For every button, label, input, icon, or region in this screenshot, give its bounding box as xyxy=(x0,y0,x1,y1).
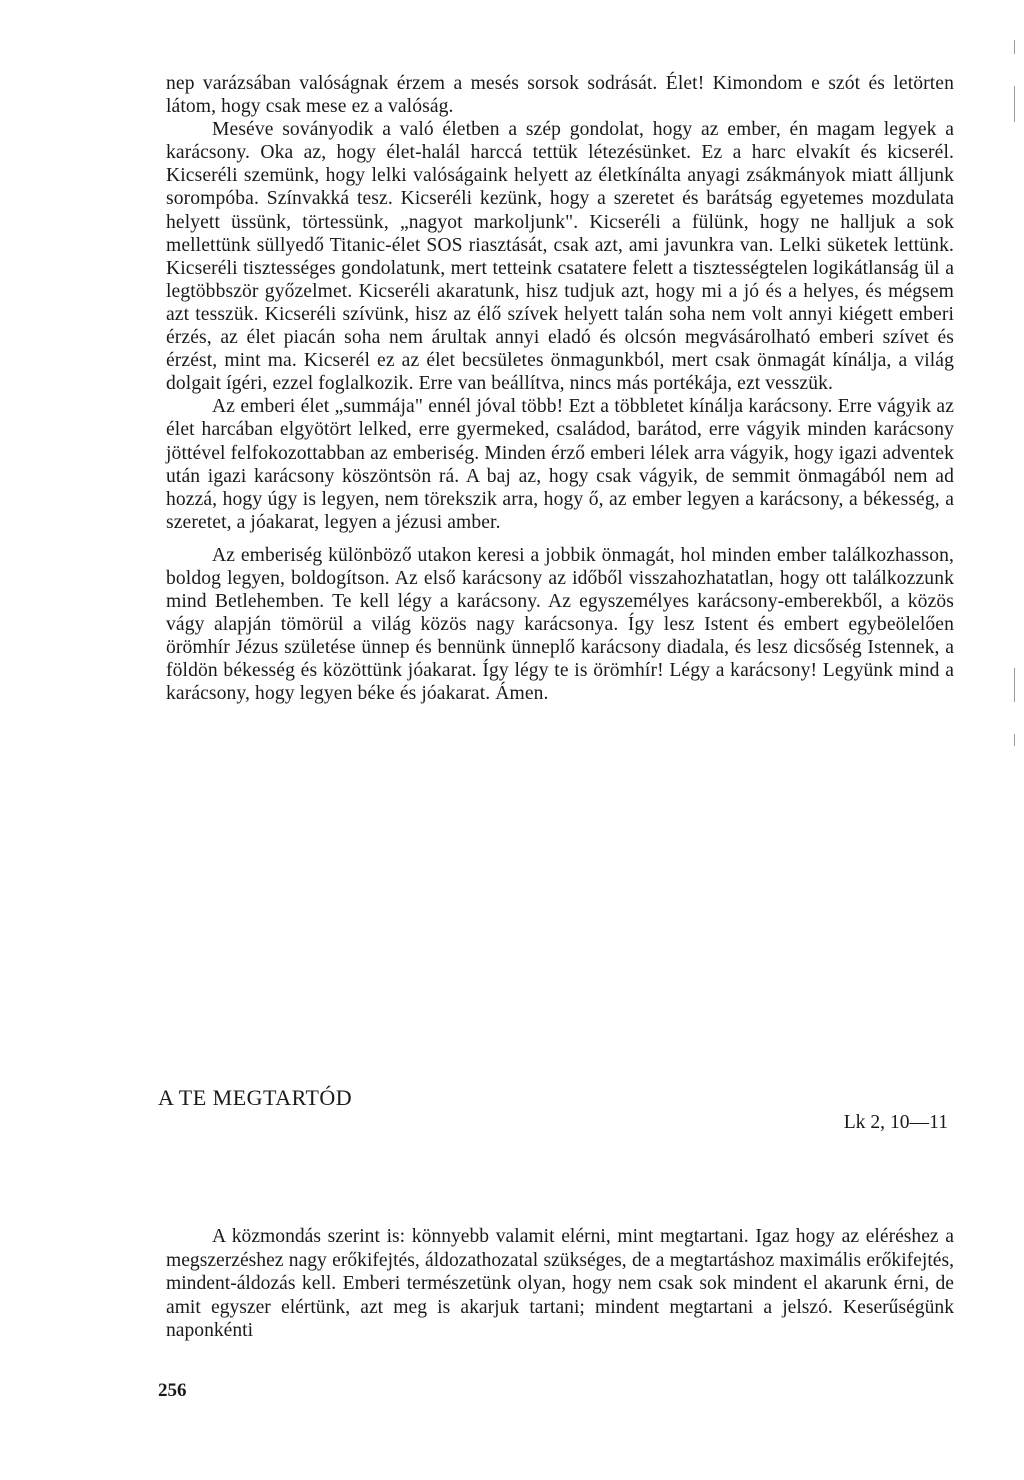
page-number: 256 xyxy=(158,1380,187,1401)
paragraph: Az emberi élet „summája" ennél jóval több! Ezt a többletet kínálja karácsony. Erre vágyik az élet harcában elgyötört lelked, erre gyermeked, családod, barátod, erre vágyik minden karácsony jöttével felfokozottabban az emberiség. Minden érző emberi lélek arra vágyik, hogy igazi adventek után igazi karácsony köszöntsön rá. A baj az, hogy csak vágyik, de semmit önmagából nem ad hozzá, hogy úgy is legyen, nem törekszik arra, hogy ő, az ember legyen a karácsony, a békesség, a szeretet, a jóakarat, legyen a jézusi amber. xyxy=(166,396,954,533)
scripture-reference: Lk 2, 10—11 xyxy=(843,1112,948,1133)
margin-mark xyxy=(1014,40,1015,54)
paragraph: Meséve soványodik a való életben a szép gondolat, hogy az ember, én magam legyek a karácsony. Oka az, hogy élet-halál harccá tettük létezésünket. Ez a harc elvakít és kicserél. Kicseréli szemünk, hogy lelki valóságaink helyett az életkínálta anyagi zsákmányok miatt álljunk sorompóba. Színvakká tesz. Kicseréli kezünk, hogy a szeretet és barátság egyetemes mozdulata helyett üssünk, törtessünk, „nagyot markoljunk". Kicseréli a fülünk, hogy ne halljuk a sok mellettünk süllyedő Titanic-élet SOS riasztását, csak azt, ami javunkra van. Lelki süketek lettünk. Kicseréli tisztességes gondolatunk, mert tetteink csatatere felett a tisztességtelen logikátlanság ül a legtöbbször győzelmet. Kicseréli akaratunk, hisz tudjuk azt, hogy mi a jó és a helyes, és mégsem azt tesszük. Kicseréli szívünk, hisz az élő szívek helyett talán soha nem volt annyi kiégett emberi érzés, az élet piacán soha nem árultak annyi eladó és olcsón megvásárolható emberi szívet és érzést, mint ma. Kicserél ez az élet becsületes önmagunkból, mert csak önmagát kínálja, a világ dolgait ígéri, ezzel foglalkozik. Erre van beállítva, nincs más portékája, ezt vesszük. xyxy=(166,119,954,395)
paragraph: A közmondás szerint is: könnyebb valamit elérni, mint megtartani. Igaz hogy az eléréshez a megszerzéshez nagy erőkifejtés, áldozathozatal szükséges, de a megtartáshoz maximális erőkifejtés, mindent-áldozás kell. Emberi természetünk olyan, hogy nem csak sok mindent el akarunk érni, de amit egyszer elértünk, azt meg is akarjuk tartani; mindent megtartani a jelszó. Keserűségünk naponkénti xyxy=(166,1226,954,1341)
paragraph: Az emberiség különböző utakon keresi a jobbik önmagát, hol minden ember találkozhasson, boldog legyen, boldogítson. Az első karácsony az időből visszahozhatatlan, hogy ott találkozzunk mind Betlehemben. Te kell légy a karácsony. Az egyszemélyes karácsony-emberekből, a közös vágy alapján tömörül a világ közös nagy karácsonya. Így lesz Istent és embert egybeölelően örömhír Jézus születése ünnep és bennünk ünneplő karácsony diadala, és lesz dicsőség Istennek, a földön békesség és közöttünk jóakarat. Így légy te is örömhír! Légy a karácsony! Legyünk mind a karácsony, hogy legyen béke és jóakarat. Ámen. xyxy=(166,544,954,705)
margin-mark xyxy=(1014,734,1015,746)
margin-mark xyxy=(1014,86,1015,122)
section-title: A TE MEGTARTÓD xyxy=(158,1085,353,1110)
main-text-block xyxy=(166,72,954,706)
section-text-block xyxy=(166,1225,954,1343)
margin-mark xyxy=(1014,668,1015,702)
paragraph: nep varázsában valóságnak érzem a mesés sorsok sodrását. Élet! Kimondom e szót és letörten látom, hogy csak mese ez a valóság. xyxy=(166,73,954,118)
